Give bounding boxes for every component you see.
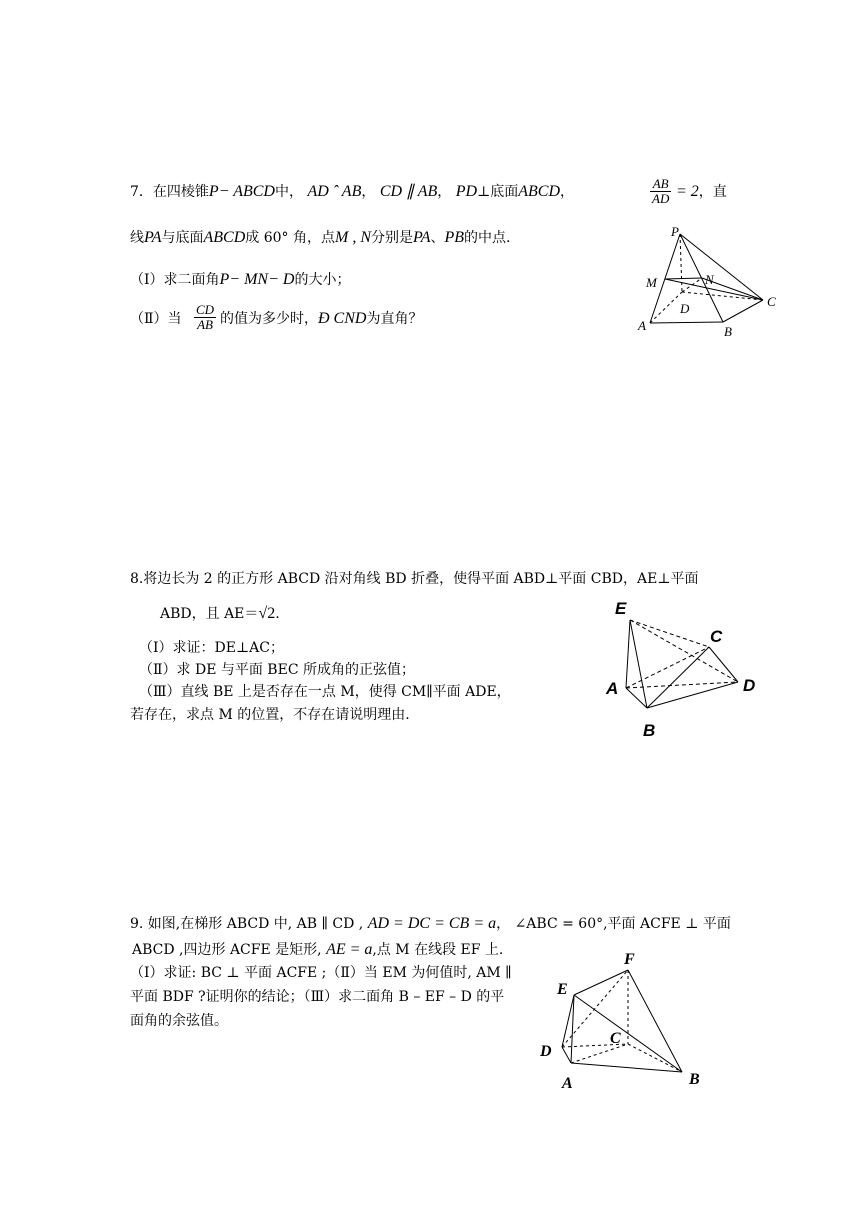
p7-text: 的值为多少时， [220,311,318,327]
edge-ea [626,620,630,688]
vertex-label-n: N [705,272,714,287]
p9-line-3 [130,964,512,982]
vertex-label-a: A [606,679,619,698]
p8-text: （Ⅱ）求 DE 与平面 BEC 所成角的正弦值； [139,662,415,678]
p7-text: 成 60° 角，点 [245,230,335,246]
fraction-numerator: CD [196,302,215,317]
p7-text: 7．在四棱锥 [130,184,209,200]
p8-text: （Ⅰ）求证：DE⊥AC； [139,640,284,656]
p7-question-2 [130,310,182,328]
p7-fraction-ab-ad [650,177,671,206]
p7-math: Ð CND [318,310,367,327]
edge-bc [723,300,763,322]
p7-text: （Ⅰ）求二面角 [130,272,220,288]
p7-math: PA [144,229,162,246]
p9-math: ∠ABC = 60° [514,916,604,932]
p9-text: ABCD ,四边形 ACFE 是矩形, [132,942,322,958]
p7-math: PB [444,229,465,246]
p7-math: ABCD [518,183,561,200]
p8-math: √2 [258,605,276,622]
p8-question-1 [139,639,284,657]
p7-line-1-end [676,183,727,201]
edge-cd [709,647,738,682]
p8-text: 8.将边长为 2 的正方形 ABCD 沿对角线 BD 折叠，使得平面 ABD⊥平面 CBD，AE⊥平面 [130,571,699,587]
vertex-label-e: E [615,599,627,618]
p8-line-1 [130,570,698,588]
p7-text: 分别是 [370,230,413,246]
p8-question-2 [139,661,415,679]
vertex-label-p: P [671,224,679,239]
p7-text: ，直 [698,184,727,200]
p7-math: P− MN− D [219,271,295,288]
p7-question-1 [130,271,350,289]
p7-text: 的中点. [464,230,511,246]
edge-da [562,1047,571,1063]
p7-line-1 [130,183,574,201]
edge-fb [628,970,682,1072]
edge-ab [571,1063,682,1072]
fraction-denominator: AB [197,317,213,332]
p7-text: ， [361,184,376,200]
vertex-label-b: B [643,721,656,740]
p8-question-3-cont [130,706,410,724]
vertex-label-c: C [767,294,776,309]
p7-math: ABCD [203,229,246,246]
p9-text: ,平面 ACFE ⊥ 平面 [603,916,731,932]
p7-text: 中， [274,184,303,200]
p9-math: AE = a [326,941,373,958]
vertex-label-d: D [680,301,690,316]
vertex-label-c: C [710,627,723,646]
p9-text: （Ⅰ）求证: BC ⊥ 平面 ACFE ;（Ⅱ）当 EM 为何值时, AM ∥ [130,965,512,981]
vertex-label-f: F [624,951,635,968]
vertex-label-m: M [646,275,657,290]
fraction-denominator: AD [652,191,670,206]
vertex-label-a: A [562,1075,573,1092]
p7-math: CD ∥ AB [379,183,438,200]
vertex-label-c: C [610,1030,621,1047]
p8-text: . [275,606,280,622]
vertex-label-a: A [638,318,646,333]
p9-text: 平面 BDF ?证明你的结论；（Ⅲ）求二面角 B – EF – D 的平 [130,989,505,1005]
p9-line-1 [130,915,731,933]
vertex-label-d: D [743,676,756,695]
p7-question-2-end [220,310,422,328]
p7-text: （Ⅱ）当 [130,311,182,327]
edge-ab [650,322,723,323]
p9-line-4 [130,988,504,1006]
edge-ef [574,970,628,995]
p7-math: = 2 [676,183,699,200]
p8-folded-square-figure [600,594,770,744]
p8-text: 若存在，求点 M 的位置，不存在请说明理由. [130,707,410,723]
p7-math: AD ˆ AB [307,183,362,200]
p7-text: 、 [430,230,445,246]
hidden-edge-ac [626,647,709,688]
p8-text: ABD，且 AE＝ [160,606,259,622]
p8-line-2 [160,605,280,623]
vertex-label-d: D [540,1043,552,1060]
vertex-label-b: B [689,1071,700,1088]
p7-fraction-cd-ab [194,303,216,332]
hidden-segment-dn [682,278,702,292]
p9-line-5 [130,1012,228,1030]
p9-trapezoid-figure [530,948,710,1098]
p7-text: ⊥底面 [477,184,519,200]
p7-math: PD [455,183,478,200]
edge-pc [680,234,763,300]
p9-text: ,点 M 在线段 EF 上. [372,942,504,958]
hidden-edge-pd [680,234,682,292]
p7-text: 的大小； [294,272,351,288]
p7-pyramid-figure [630,222,790,342]
p9-text: ， [496,916,511,932]
p7-text: 与底面 [161,230,204,246]
p8-question-3 [139,683,511,701]
vertex-label-b: B [724,324,732,339]
p9-line-2 [132,941,503,959]
p7-text: ， [560,184,575,200]
p7-math: M , N [334,229,371,246]
p7-text: 为直角？ [366,311,423,327]
segment-mn [665,278,702,279]
p9-math: AD = DC = CB = a [367,915,497,932]
p9-text: 面角的余弦值。 [130,1013,228,1029]
p7-math: PA [412,229,431,246]
fraction-numerator: AB [650,177,671,192]
p9-text: 9. 如图,在梯形 ABCD 中, AB ∥ CD , [130,916,364,932]
vertex-label-e: E [557,981,568,998]
p8-text: （Ⅲ）直线 BE 上是否存在一点 M，使得 CM∥平面 ADE， [139,684,511,700]
p7-text: 线 [130,230,144,246]
p7-math: P− ABCD [208,183,275,200]
p7-line-2 [130,229,510,247]
p7-text: ， [437,184,452,200]
